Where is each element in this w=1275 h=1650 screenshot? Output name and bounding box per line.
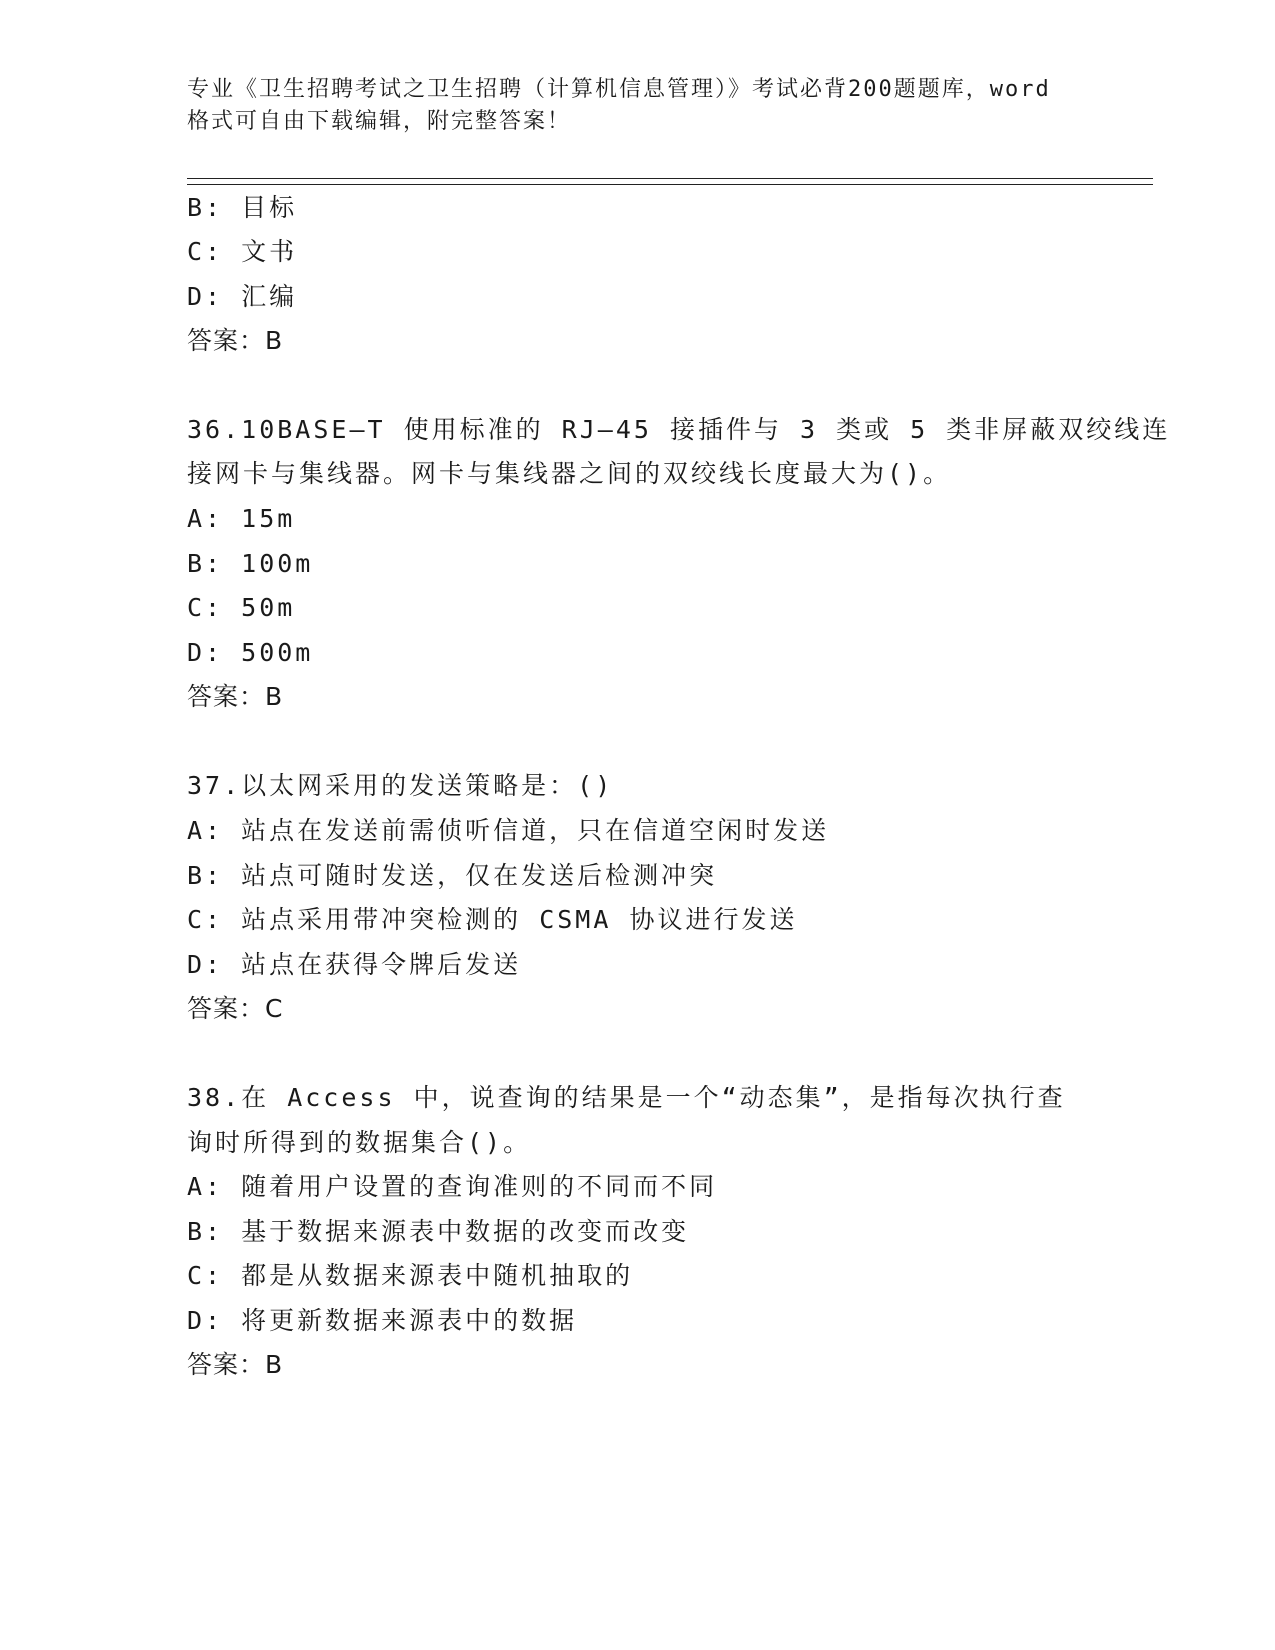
q38-option-a: A: 随着用户设置的查询准则的不同而不同 [187, 1172, 718, 1201]
header-line-1: 专业《卫生招聘考试之卫生招聘（计算机信息管理）》考试必背200题题库，word [187, 77, 1051, 102]
header-rule-bottom [187, 184, 1153, 185]
q38-stem-line-2: 询时所得到的数据集合()。 [187, 1128, 532, 1157]
header-rule-top [187, 178, 1153, 179]
q37-option-c: C: 站点采用带冲突检测的 CSMA 协议进行发送 [187, 905, 798, 934]
q36-option-c: C: 50m [187, 593, 296, 622]
prev-answer: 答案：B [187, 326, 284, 355]
prev-option-c: C: 文书 [187, 237, 298, 266]
q36-answer: 答案：B [187, 682, 284, 711]
q36-option-a: A: 15m [187, 504, 296, 533]
q37-option-b: B: 站点可随时发送，仅在发送后检测冲突 [187, 861, 718, 890]
q37-stem-line-1: 37.以太网采用的发送策略是：() [187, 771, 614, 800]
q38-option-b: B: 基于数据来源表中数据的改变而改变 [187, 1217, 690, 1246]
q37-option-a: A: 站点在发送前需侦听信道，只在信道空闲时发送 [187, 816, 830, 845]
q37-answer: 答案：C [187, 994, 284, 1023]
q38-answer: 答案：B [187, 1350, 284, 1379]
q36-stem-line-1: 36.10BASE—T 使用标准的 RJ—45 接插件与 3 类或 5 类非屏蔽双绞线连 [187, 415, 1171, 444]
q38-option-d: D: 将更新数据来源表中的数据 [187, 1306, 578, 1335]
prev-option-d: D: 汇编 [187, 282, 298, 311]
q38-stem-line-1: 38.在 Access 中，说查询的结果是一个“动态集”，是指每次执行查 [187, 1083, 1066, 1112]
q36-option-b: B: 100m [187, 549, 314, 578]
document-header [187, 74, 1087, 138]
header-line-2: 格式可自由下载编辑，附完整答案！ [187, 109, 572, 134]
q37-option-d: D: 站点在获得令牌后发送 [187, 950, 522, 979]
q38-option-c: C: 都是从数据来源表中随机抽取的 [187, 1261, 634, 1290]
q36-stem-line-2: 接网卡与集线器。网卡与集线器之间的双绞线长度最大为()。 [187, 459, 952, 488]
q36-option-d: D: 500m [187, 638, 314, 667]
prev-option-b: B: 目标 [187, 193, 298, 222]
